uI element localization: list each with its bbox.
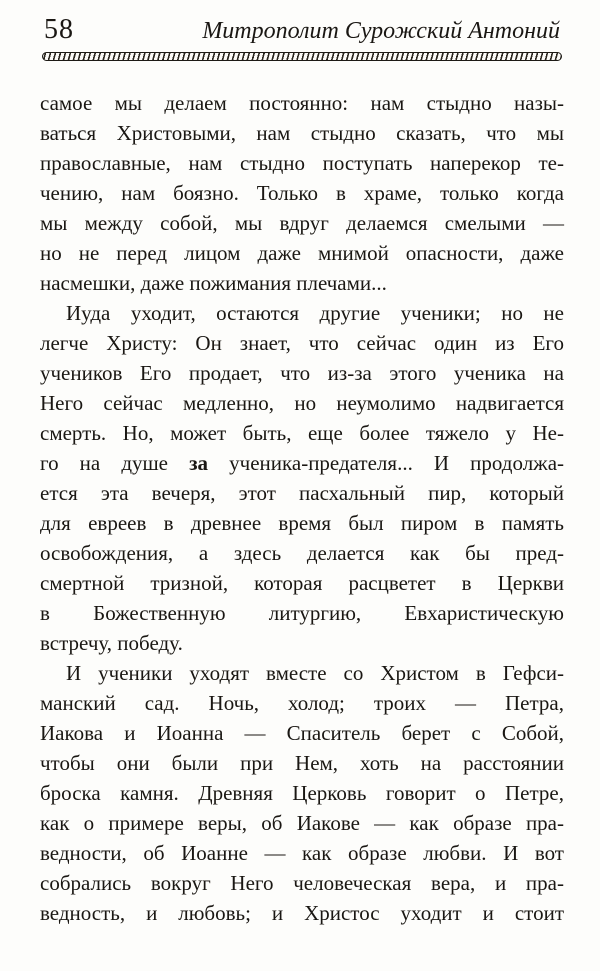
paragraph	[40, 298, 564, 658]
text-line	[40, 448, 564, 478]
text-line: Иакова и Иоанна — Спаситель берет с Собой,	[40, 721, 564, 745]
text-line: смерть. Но, может быть, еще более тяжело у Не-	[40, 421, 564, 445]
text-line: православные, нам стыдно поступать наперекор те-	[40, 151, 564, 175]
paragraph	[40, 658, 564, 928]
text-line: Него сейчас медленно, но неумолимо надвигается	[40, 391, 564, 415]
text-line: но не перед лицом даже мнимой опасности, даже	[40, 241, 564, 265]
text-line: И ученики уходят вместе со Христом в Гефси-	[66, 661, 564, 685]
running-head: Митрополит Сурожский Антоний	[202, 18, 560, 44]
text-line: встречу, победу.	[40, 631, 183, 655]
text-line: насмешки, даже пожимания плечами...	[40, 271, 387, 295]
text-line: Иуда уходит, остаются другие ученики; но не	[66, 301, 564, 325]
text-line: мы между собой, мы вдруг делаемся смелыми —	[40, 211, 564, 235]
text-line: освобождения, а здесь делается как бы пред-	[40, 541, 564, 565]
text-line: ваться Христовыми, нам стыдно сказать, что мы	[40, 121, 564, 145]
text-line: чтобы они были при Нем, хоть на расстоянии	[40, 751, 564, 775]
text-line: броска камня. Древняя Церковь говорит о Петре,	[40, 781, 564, 805]
text-segment: го на душе	[40, 451, 190, 475]
emphasized-word: за	[189, 451, 209, 475]
page-header	[0, 0, 600, 47]
text-segment: ученика-предателя... И продолжа-	[208, 451, 565, 475]
rope-divider	[42, 52, 562, 61]
text-line: в Божественную литургию, Евхаристическую	[40, 601, 564, 625]
text-line: ведность, и любовь; и Христос уходит и стоит	[40, 901, 564, 925]
page-number: 58	[44, 14, 74, 45]
text-line: чению, нам боязно. Только в храме, только когда	[40, 181, 564, 205]
text-line: смертной тризной, которая расцветет в Церкви	[40, 571, 564, 595]
text-line: собрались вокруг Него человеческая вера, и пра-	[40, 871, 564, 895]
text-line: учеников Его продает, что из-за этого ученика на	[40, 361, 564, 385]
paragraph	[40, 88, 564, 298]
text-line: как о примере веры, об Иакове — как образе пра-	[40, 811, 564, 835]
text-line: для евреев в древнее время был пиром в память	[40, 511, 564, 535]
text-line: ведности, об Иоанне — как образе любви. И вот	[40, 841, 564, 865]
text-line: легче Христу: Он знает, что сейчас один из Его	[40, 331, 564, 355]
text-line: ется эта вечеря, этот пасхальный пир, который	[40, 481, 564, 505]
text-line: самое мы делаем постоянно: нам стыдно назы-	[40, 91, 564, 115]
text-line: манский сад. Ночь, холод; троих — Петра,	[40, 691, 564, 715]
body-text	[40, 88, 564, 928]
